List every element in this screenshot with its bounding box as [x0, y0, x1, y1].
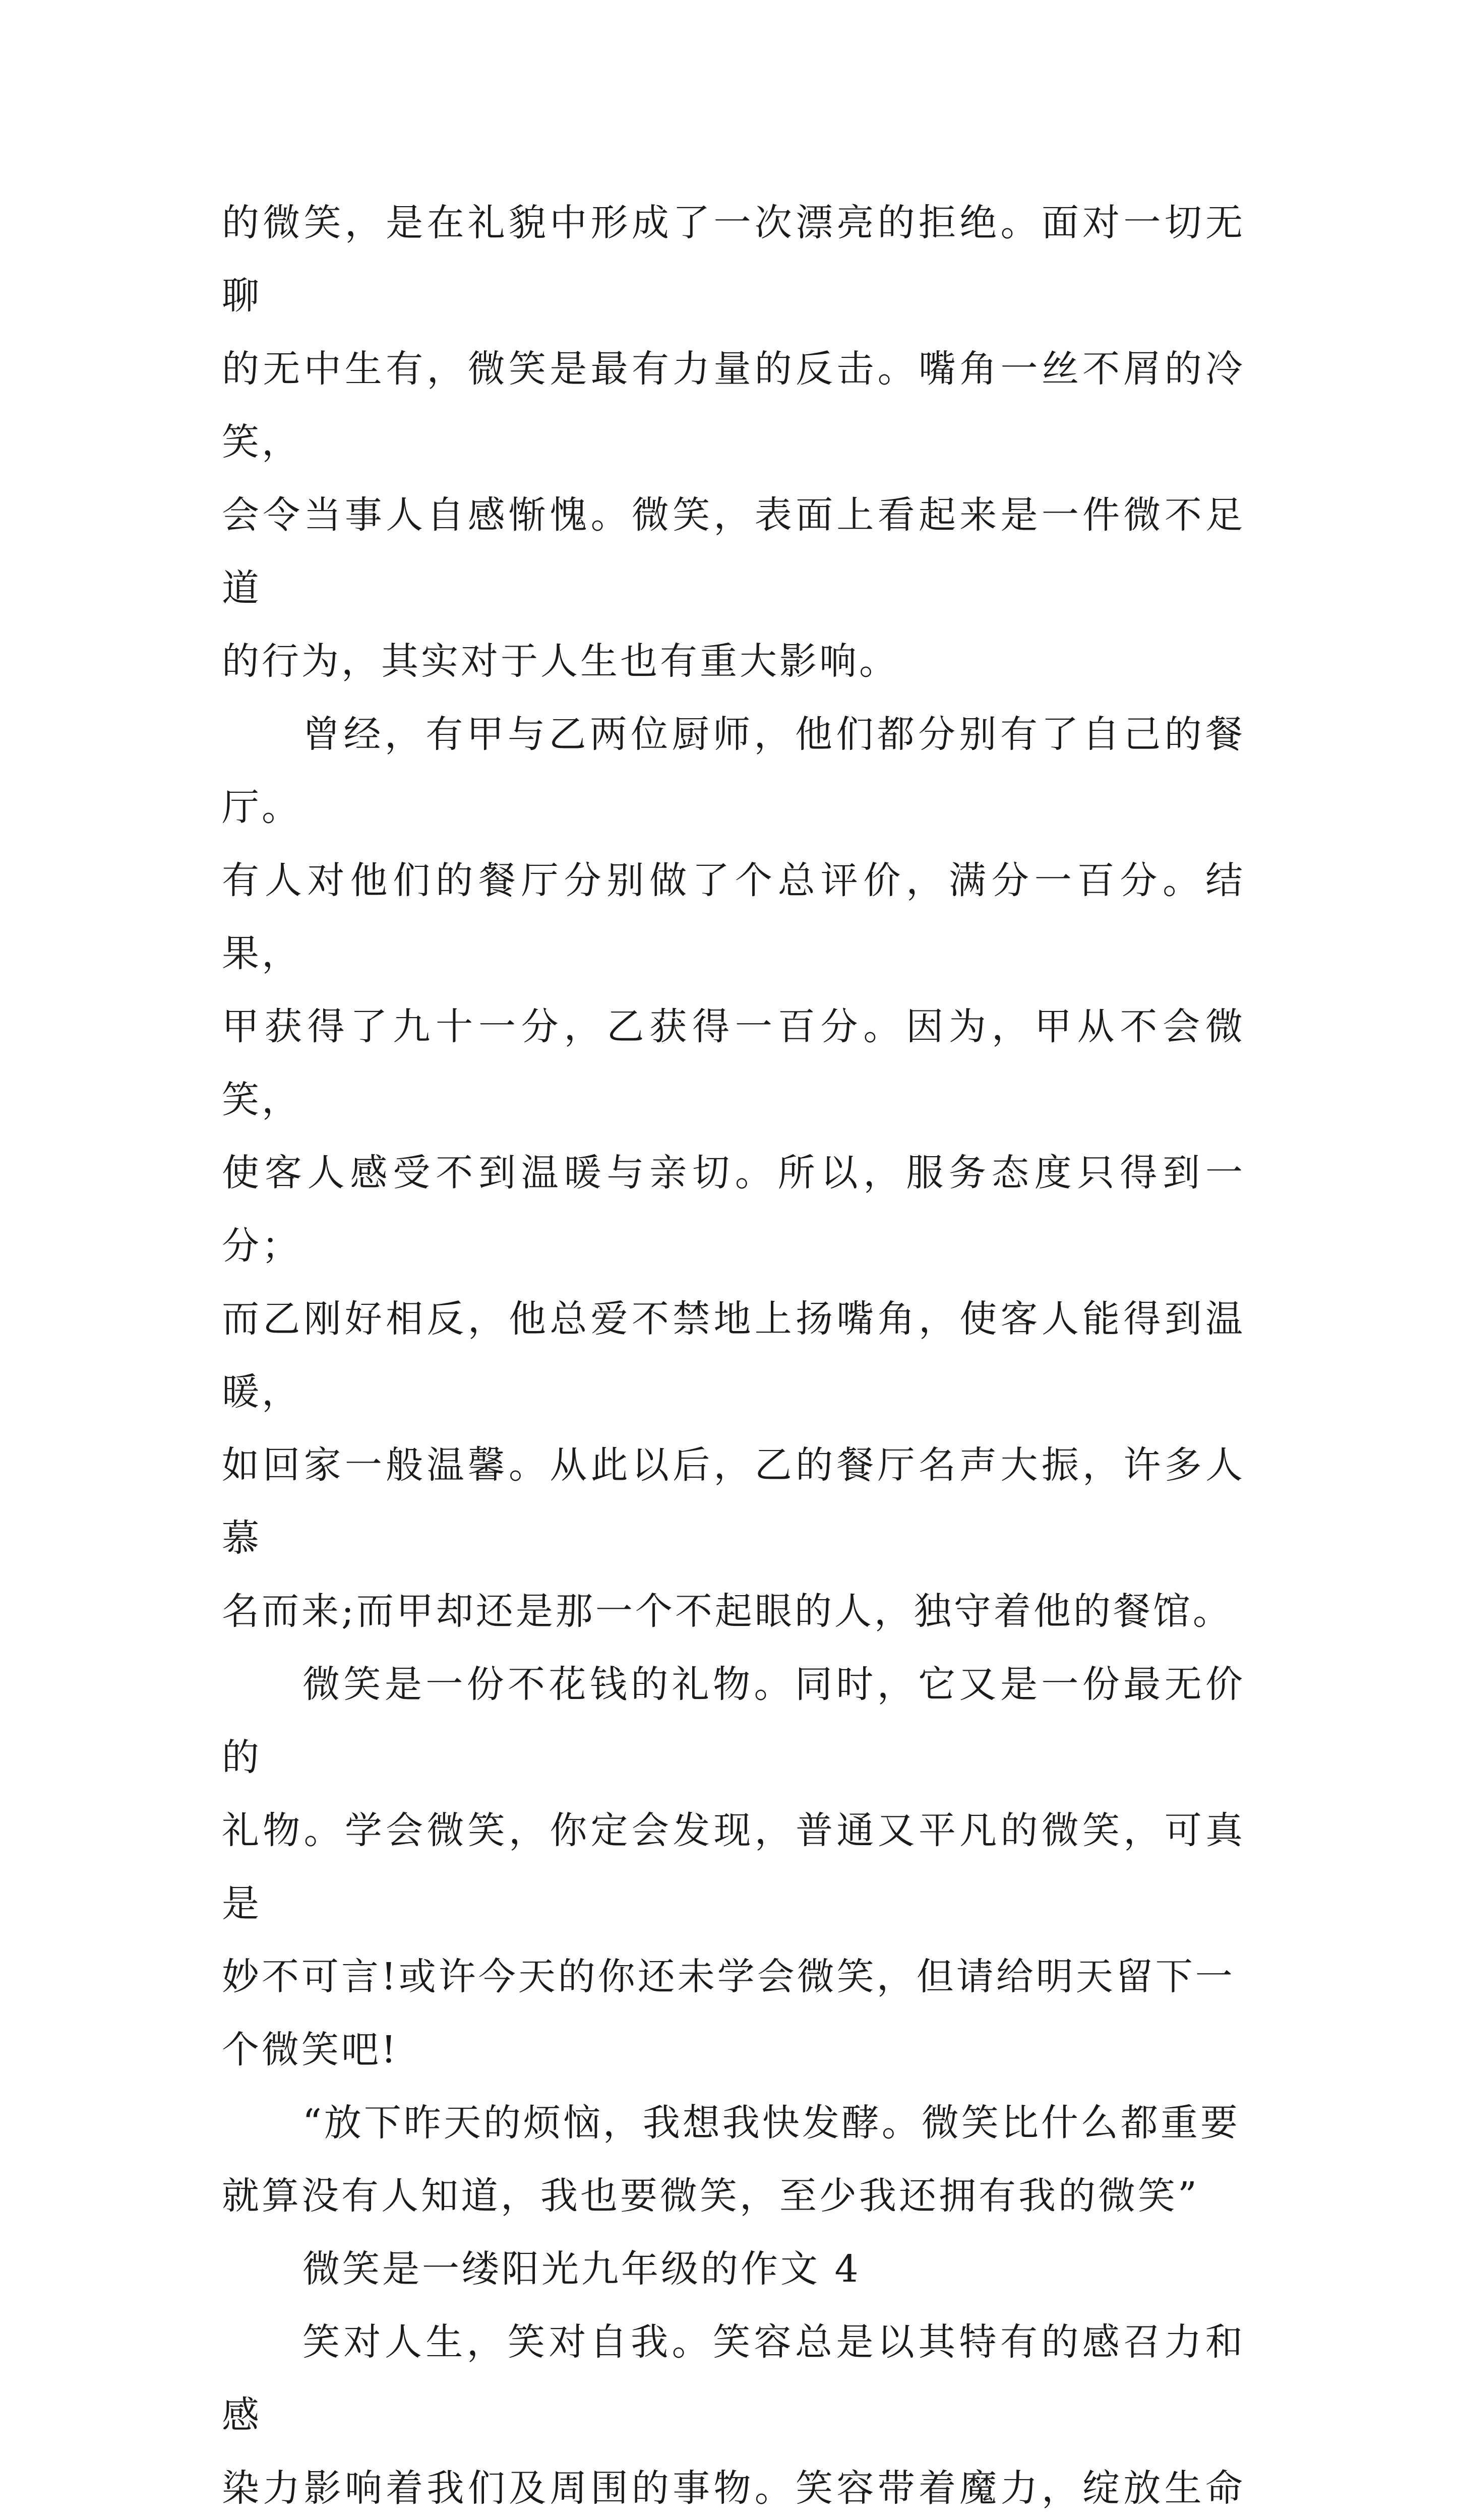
- essay-heading: 微笑是一缕阳光九年级的作文 4: [302, 2247, 861, 2291]
- document-body: [222, 186, 1245, 2520]
- paragraph-3: 微笑是一份不花钱的礼物。同时，它又是一份最无价的 礼物。学会微笑，你定会发现，普通又平凡的微笑，可真是 妙不可言!或许今天的你还未学会微笑，但请给明天留下一 个微笑吧!: [222, 1663, 1245, 2071]
- paragraph-2: 曾经，有甲与乙两位厨师，他们都分别有了自己的餐厅。 有人对他们的餐厅分别做了个总评价，满分一百分。结果， 甲获得了九十一分，乙获得一百分。因为，甲从不会微笑， 使客人感受不到温暖与亲切。所以，服务态度只得到一分； 而乙刚好相反，他总爱不禁地上扬嘴角，使客人能得到温暖， 如回家一般温馨。从此以后，乙的餐厅名声大振，许多人慕 名而来;而甲却还是那一个不起眼的人，独守着他的餐馆。: [222, 713, 1245, 1633]
- paragraph-1: 的微笑，是在礼貌中形成了一次漂亮的拒绝。面对一切无聊 的无中生有，微笑是最有力量的反击。嘴角一丝不屑的冷笑， 会令当事人自感惭愧。微笑，表面上看起来是一件微不足道 的行为，其实对于人生也有重大影响。: [222, 201, 1245, 683]
- paragraph-4-quote: “放下昨天的烦恼，我想我快发酵。微笑比什么都重要 就算没有人知道，我也要微笑，至少我还拥有我的微笑”: [222, 2101, 1240, 2218]
- paragraph-5: 笑对人生，笑对自我。笑容总是以其特有的感召力和感 染力影响着我们及周围的事物。笑容带着魔力，绽放生命: [222, 2320, 1245, 2510]
